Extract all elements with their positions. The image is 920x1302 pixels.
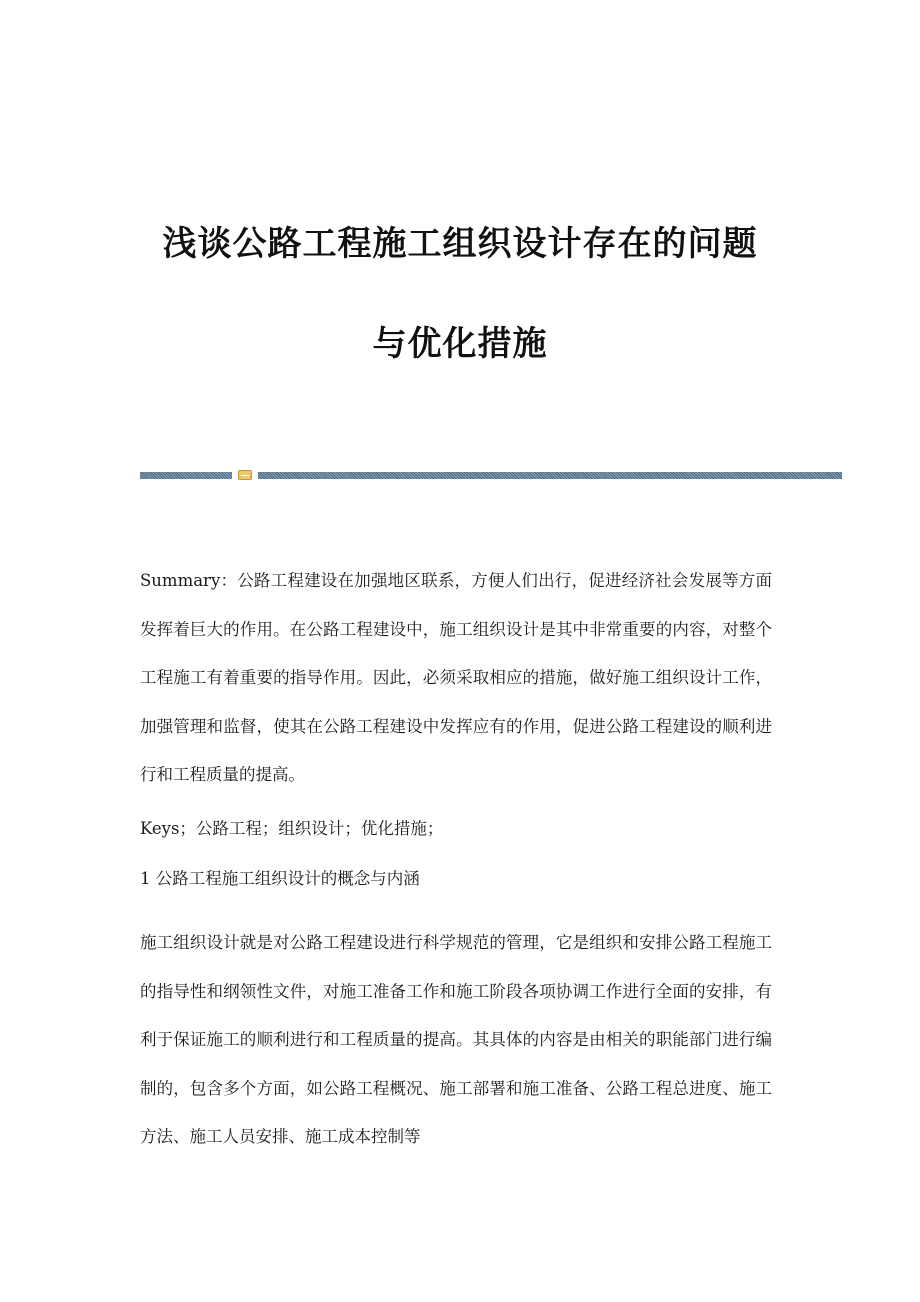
divider-ornament-icon [238, 470, 252, 480]
title-divider [140, 470, 842, 480]
page-title-line-1: 浅谈公路工程施工组织设计存在的问题 [162, 224, 758, 264]
section-1-heading: 1 公路工程施工组织设计的概念与内涵 [140, 869, 420, 888]
page-title-line-2: 与优化措施 [372, 324, 548, 364]
divider-bar-left [140, 472, 232, 479]
divider-bar-right [258, 472, 842, 479]
summary-paragraph: Summary：公路工程建设在加强地区联系，方便人们出行，促进经济社会发展等方面发挥着巨大的作用。在公路工程建设中，施工组织设计是其中非常重要的内容，对整个工程施工有着重要的指导作用。因此，必须采取相应的措施，做好施工组织设计工作，加强管理和监督，使其在公路工程建设中发挥应有的作用，促进公路工程建设的顺利进行和工程质量的提高。 [140, 571, 772, 784]
keywords-line: Keys；公路工程；组织设计；优化措施； [140, 819, 444, 838]
section-1-body-paragraph: 施工组织设计就是对公路工程建设进行科学规范的管理，它是组织和安排公路工程施工的指导性和纲领性文件，对施工准备工作和施工阶段各项协调工作进行全面的安排，有利于保证施工的顺利进行和工程质量的提高。其具体的内容是由相关的职能部门进行编制的，包含多个方面，如公路工程概况、施工部署和施工准备、公路工程总进度、施工方法、施工人员安排、施工成本控制等 [140, 933, 772, 1146]
